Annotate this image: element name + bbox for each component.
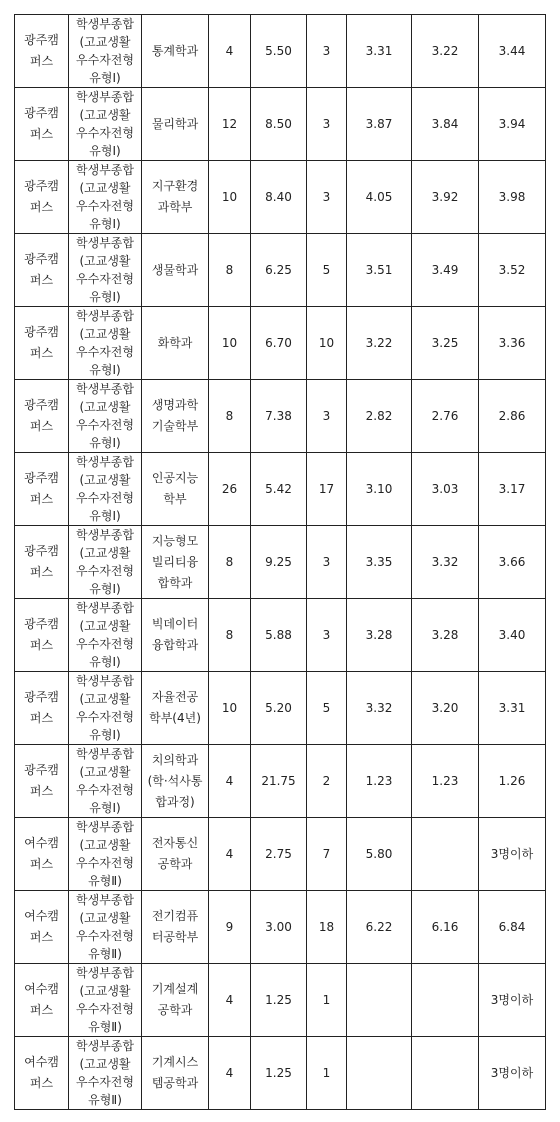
admission-type-cell: [69, 88, 142, 161]
admission-type-cell: [69, 234, 142, 307]
admission-type-cell-line: 학생부종합: [76, 163, 134, 177]
max-grade-cell: 3명이하: [479, 964, 546, 1037]
admission-type-cell-line: 학생부종합: [76, 236, 134, 250]
admission-type-cell-line: 우수자전형: [76, 783, 134, 797]
admission-type-cell-line: 유형Ⅰ): [89, 217, 121, 231]
table-row: [15, 526, 546, 599]
extra-admission-cell: 3: [307, 88, 347, 161]
max-grade-cell: 3.36: [479, 307, 546, 380]
admission-type-cell-line: 우수자전형: [76, 418, 134, 432]
table-row: [15, 307, 546, 380]
admission-type-cell: [69, 1037, 142, 1110]
admission-type-cell-line: 우수자전형: [76, 564, 134, 578]
campus-cell-line: 퍼스: [29, 127, 54, 141]
quota-cell: 9: [209, 891, 251, 964]
competition-rate-cell: 21.75: [251, 745, 307, 818]
campus-cell: [15, 161, 69, 234]
cut-grade-cell: 3.20: [412, 672, 479, 745]
average-grade-cell: 3.32: [347, 672, 412, 745]
max-grade-cell: 6.84: [479, 891, 546, 964]
cut-grade-cell: [412, 964, 479, 1037]
cut-grade-cell: 3.28: [412, 599, 479, 672]
extra-admission-cell: 2: [307, 745, 347, 818]
admission-type-cell-line: 우수자전형: [76, 491, 134, 505]
admission-type-cell-line: (고교생활: [79, 327, 131, 341]
department-cell-line: 융합학과: [151, 638, 199, 652]
admission-type-cell-line: 유형Ⅱ): [88, 874, 122, 888]
department-cell: [142, 745, 209, 818]
admission-type-cell-line: (고교생활: [79, 181, 131, 195]
admission-type-cell-line: 학생부종합: [76, 90, 134, 104]
admission-results-table: [14, 14, 546, 1110]
department-cell-line: 전기컴퓨: [151, 909, 199, 923]
department-cell: [142, 88, 209, 161]
department-cell: [142, 307, 209, 380]
table-row: [15, 599, 546, 672]
cut-grade-cell: [412, 1037, 479, 1110]
department-cell-line: 학부: [163, 492, 187, 506]
campus-cell-line: 퍼스: [29, 711, 54, 725]
admission-type-cell-line: 우수자전형: [76, 929, 134, 943]
extra-admission-cell: 5: [307, 672, 347, 745]
department-cell-line: 터공학부: [151, 930, 199, 944]
campus-cell-line: 광주캠: [24, 106, 59, 120]
admission-type-cell-line: 학생부종합: [76, 1039, 134, 1053]
admission-type-cell: [69, 818, 142, 891]
department-cell-line: 합학과: [157, 575, 193, 590]
quota-cell: 26: [209, 453, 251, 526]
campus-cell: [15, 453, 69, 526]
campus-cell-line: 퍼스: [29, 492, 54, 506]
department-cell: [142, 380, 209, 453]
admission-type-cell-line: 학생부종합: [76, 455, 134, 469]
campus-cell: [15, 15, 69, 88]
campus-cell: [15, 234, 69, 307]
admission-type-cell-line: (고교생활: [79, 619, 131, 633]
campus-cell-line: 퍼스: [29, 346, 54, 360]
campus-cell-line: 퍼스: [29, 857, 54, 871]
campus-cell-line: 퍼스: [29, 784, 54, 798]
extra-admission-cell: 3: [307, 15, 347, 88]
admission-type-cell-line: 우수자전형: [76, 272, 134, 286]
admission-type-cell-line: 우수자전형: [76, 637, 134, 651]
cut-grade-cell: 6.16: [412, 891, 479, 964]
table-row: [15, 672, 546, 745]
quota-cell: 4: [209, 745, 251, 818]
admission-type-cell-line: 유형Ⅰ): [89, 509, 121, 523]
campus-cell-line: 퍼스: [29, 565, 54, 579]
department-cell-line: 빌리티융: [151, 554, 199, 569]
admission-type-cell-line: (고교생활: [79, 692, 131, 706]
extra-admission-cell: 5: [307, 234, 347, 307]
admission-type-cell-line: 학생부종합: [76, 382, 134, 396]
extra-admission-cell: 3: [307, 380, 347, 453]
average-grade-cell: 3.28: [347, 599, 412, 672]
department-cell: [142, 1037, 209, 1110]
cut-grade-cell: 3.03: [412, 453, 479, 526]
admission-type-cell-line: 우수자전형: [76, 710, 134, 724]
admission-type-cell-line: 유형Ⅰ): [89, 71, 121, 85]
competition-rate-cell: 8.40: [251, 161, 307, 234]
admission-type-cell: [69, 964, 142, 1037]
admission-type-cell-line: 우수자전형: [76, 1002, 134, 1016]
campus-cell: [15, 1037, 69, 1110]
admission-type-cell-line: 우수자전형: [76, 53, 134, 67]
admission-type-cell-line: 유형Ⅰ): [89, 144, 121, 158]
average-grade-cell: 5.80: [347, 818, 412, 891]
table-row: [15, 161, 546, 234]
campus-cell-line: 광주캠: [24, 471, 59, 485]
admission-type-cell-line: (고교생활: [79, 911, 131, 925]
table-row: [15, 453, 546, 526]
admission-type-cell-line: 학생부종합: [76, 966, 134, 980]
competition-rate-cell: 8.50: [251, 88, 307, 161]
competition-rate-cell: 1.25: [251, 1037, 307, 1110]
department-cell-line: 합과정): [155, 794, 195, 809]
competition-rate-cell: 9.25: [251, 526, 307, 599]
department-cell-line: 기계설계: [151, 982, 199, 996]
department-cell: [142, 234, 209, 307]
quota-cell: 10: [209, 672, 251, 745]
max-grade-cell: 3.94: [479, 88, 546, 161]
admission-type-cell-line: 유형Ⅱ): [88, 1020, 122, 1034]
admission-type-cell-line: 학생부종합: [76, 820, 134, 834]
cut-grade-cell: 3.84: [412, 88, 479, 161]
department-cell: [142, 964, 209, 1037]
department-cell-line: 지능형모: [151, 533, 199, 548]
admission-type-cell-line: 유형Ⅰ): [89, 655, 121, 669]
campus-cell-line: 퍼스: [29, 200, 54, 214]
admission-type-cell: [69, 161, 142, 234]
competition-rate-cell: 3.00: [251, 891, 307, 964]
admission-type-cell-line: (고교생활: [79, 400, 131, 414]
campus-cell: [15, 526, 69, 599]
quota-cell: 8: [209, 380, 251, 453]
department-cell-line: (학·석사통: [147, 773, 203, 788]
campus-cell-line: 퍼스: [29, 638, 54, 652]
cut-grade-cell: 3.22: [412, 15, 479, 88]
campus-cell-line: 광주캠: [24, 617, 59, 631]
campus-cell-line: 퍼스: [29, 273, 54, 287]
department-cell-line: 템공학과: [151, 1076, 199, 1090]
department-cell-line: 기술학부: [151, 419, 199, 433]
admission-type-cell-line: (고교생활: [79, 254, 131, 268]
admission-type-cell: [69, 891, 142, 964]
admission-type-cell-line: 우수자전형: [76, 199, 134, 213]
campus-cell: [15, 88, 69, 161]
cut-grade-cell: 3.49: [412, 234, 479, 307]
department-cell-line: 통계학과: [151, 43, 199, 58]
campus-cell-line: 광주캠: [24, 33, 59, 47]
admission-type-cell: [69, 672, 142, 745]
department-cell-line: 전자통신: [151, 836, 199, 850]
admission-type-cell: [69, 380, 142, 453]
department-cell: [142, 453, 209, 526]
department-cell-line: 인공지능: [151, 471, 199, 485]
cut-grade-cell: 2.76: [412, 380, 479, 453]
max-grade-cell: 1.26: [479, 745, 546, 818]
max-grade-cell: 3.40: [479, 599, 546, 672]
average-grade-cell: 1.23: [347, 745, 412, 818]
extra-admission-cell: 3: [307, 161, 347, 234]
admission-type-cell-line: 학생부종합: [76, 309, 134, 323]
admission-type-cell-line: (고교생활: [79, 108, 131, 122]
admission-type-cell-line: 유형Ⅰ): [89, 728, 121, 742]
extra-admission-cell: 1: [307, 964, 347, 1037]
campus-cell-line: 광주캠: [24, 763, 59, 777]
competition-rate-cell: 5.20: [251, 672, 307, 745]
max-grade-cell: 3.44: [479, 15, 546, 88]
admission-type-cell: [69, 745, 142, 818]
campus-cell-line: 여수캠: [24, 836, 59, 850]
campus-cell: [15, 891, 69, 964]
cut-grade-cell: [412, 818, 479, 891]
competition-rate-cell: 1.25: [251, 964, 307, 1037]
department-cell-line: 학부(4년): [149, 711, 201, 725]
admission-type-cell-line: 학생부종합: [76, 17, 134, 31]
quota-cell: 8: [209, 526, 251, 599]
extra-admission-cell: 7: [307, 818, 347, 891]
competition-rate-cell: 5.88: [251, 599, 307, 672]
campus-cell: [15, 599, 69, 672]
admission-type-cell: [69, 307, 142, 380]
department-cell: [142, 818, 209, 891]
max-grade-cell: 3.52: [479, 234, 546, 307]
table-row: [15, 1037, 546, 1110]
campus-cell-line: 퍼스: [29, 930, 54, 944]
extra-admission-cell: 3: [307, 599, 347, 672]
extra-admission-cell: 3: [307, 526, 347, 599]
department-cell: [142, 599, 209, 672]
department-cell-line: 자율전공: [151, 690, 199, 704]
admission-type-cell-line: 학생부종합: [76, 893, 134, 907]
average-grade-cell: 4.05: [347, 161, 412, 234]
admission-type-cell-line: (고교생활: [79, 546, 131, 560]
table-row: [15, 891, 546, 964]
admission-type-cell-line: 유형Ⅰ): [89, 290, 121, 304]
admission-type-cell-line: 유형Ⅰ): [89, 801, 121, 815]
admission-type-cell-line: 학생부종합: [76, 601, 134, 615]
admission-type-cell: [69, 453, 142, 526]
campus-cell-line: 퍼스: [29, 419, 54, 433]
quota-cell: 4: [209, 1037, 251, 1110]
quota-cell: 8: [209, 234, 251, 307]
average-grade-cell: 3.87: [347, 88, 412, 161]
table-row: [15, 818, 546, 891]
department-cell-line: 치의학과: [151, 752, 199, 767]
admission-type-cell-line: 유형Ⅰ): [89, 363, 121, 377]
table-row: [15, 380, 546, 453]
admission-type-cell-line: 우수자전형: [76, 1075, 134, 1089]
cut-grade-cell: 3.92: [412, 161, 479, 234]
admission-type-cell-line: 학생부종합: [76, 528, 134, 542]
table-row: [15, 15, 546, 88]
department-cell-line: 공학과: [157, 1003, 193, 1017]
quota-cell: 4: [209, 15, 251, 88]
department-cell-line: 지구환경: [151, 179, 199, 193]
admission-type-cell-line: (고교생활: [79, 1057, 131, 1071]
department-cell-line: 물리학과: [151, 116, 199, 131]
max-grade-cell: 3명이하: [479, 818, 546, 891]
campus-cell: [15, 745, 69, 818]
department-cell-line: 생명과학: [151, 398, 199, 412]
table-row: [15, 234, 546, 307]
admission-type-cell: [69, 599, 142, 672]
table-row: [15, 88, 546, 161]
competition-rate-cell: 6.25: [251, 234, 307, 307]
average-grade-cell: 3.10: [347, 453, 412, 526]
max-grade-cell: 3.31: [479, 672, 546, 745]
admission-type-cell-line: (고교생활: [79, 35, 131, 49]
department-cell-line: 공학과: [157, 857, 193, 871]
campus-cell-line: 광주캠: [24, 179, 59, 193]
average-grade-cell: 3.31: [347, 15, 412, 88]
competition-rate-cell: 5.42: [251, 453, 307, 526]
department-cell-line: 과학부: [157, 200, 193, 214]
campus-cell-line: 광주캠: [24, 252, 59, 266]
campus-cell-line: 여수캠: [24, 1055, 59, 1069]
table-body: [15, 15, 546, 1110]
department-cell: [142, 526, 209, 599]
average-grade-cell: 3.51: [347, 234, 412, 307]
department-cell: [142, 161, 209, 234]
campus-cell-line: 광주캠: [24, 690, 59, 704]
admission-type-cell-line: 우수자전형: [76, 126, 134, 140]
extra-admission-cell: 1: [307, 1037, 347, 1110]
competition-rate-cell: 5.50: [251, 15, 307, 88]
average-grade-cell: [347, 964, 412, 1037]
campus-cell: [15, 672, 69, 745]
admission-type-cell-line: 우수자전형: [76, 345, 134, 359]
campus-cell: [15, 307, 69, 380]
cut-grade-cell: 3.32: [412, 526, 479, 599]
department-cell-line: 화학과: [157, 335, 193, 350]
campus-cell-line: 광주캠: [24, 544, 59, 558]
max-grade-cell: 3.98: [479, 161, 546, 234]
admission-type-cell-line: 유형Ⅰ): [89, 582, 121, 596]
cut-grade-cell: 3.25: [412, 307, 479, 380]
admission-type-cell-line: 학생부종합: [76, 674, 134, 688]
table-row: [15, 964, 546, 1037]
campus-cell-line: 퍼스: [29, 54, 54, 68]
quota-cell: 4: [209, 964, 251, 1037]
department-cell-line: 기계시스: [151, 1055, 199, 1069]
department-cell: [142, 15, 209, 88]
extra-admission-cell: 10: [307, 307, 347, 380]
campus-cell: [15, 380, 69, 453]
admission-type-cell: [69, 15, 142, 88]
max-grade-cell: 3.17: [479, 453, 546, 526]
campus-cell: [15, 818, 69, 891]
quota-cell: 8: [209, 599, 251, 672]
average-grade-cell: 2.82: [347, 380, 412, 453]
department-cell: [142, 891, 209, 964]
competition-rate-cell: 6.70: [251, 307, 307, 380]
extra-admission-cell: 18: [307, 891, 347, 964]
campus-cell-line: 여수캠: [24, 909, 59, 923]
campus-cell-line: 퍼스: [29, 1076, 54, 1090]
max-grade-cell: 3명이하: [479, 1037, 546, 1110]
admission-type-cell-line: (고교생활: [79, 473, 131, 487]
admission-type-cell-line: (고교생활: [79, 984, 131, 998]
extra-admission-cell: 17: [307, 453, 347, 526]
admission-type-cell-line: (고교생활: [79, 838, 131, 852]
campus-cell-line: 여수캠: [24, 982, 59, 996]
cut-grade-cell: 1.23: [412, 745, 479, 818]
max-grade-cell: 3.66: [479, 526, 546, 599]
quota-cell: 10: [209, 307, 251, 380]
quota-cell: 10: [209, 161, 251, 234]
admission-type-cell-line: 학생부종합: [76, 747, 134, 761]
average-grade-cell: 6.22: [347, 891, 412, 964]
admission-type-cell-line: 유형Ⅱ): [88, 1093, 122, 1107]
campus-cell-line: 퍼스: [29, 1003, 54, 1017]
admission-type-cell: [69, 526, 142, 599]
department-cell-line: 빅데이터: [151, 617, 199, 631]
competition-rate-cell: 2.75: [251, 818, 307, 891]
table-row: [15, 745, 546, 818]
admission-type-cell-line: (고교생활: [79, 765, 131, 779]
campus-cell: [15, 964, 69, 1037]
campus-cell-line: 광주캠: [24, 325, 59, 339]
department-cell: [142, 672, 209, 745]
average-grade-cell: 3.35: [347, 526, 412, 599]
quota-cell: 4: [209, 818, 251, 891]
competition-rate-cell: 7.38: [251, 380, 307, 453]
admission-type-cell-line: 유형Ⅱ): [88, 947, 122, 961]
department-cell-line: 생물학과: [151, 262, 199, 277]
max-grade-cell: 2.86: [479, 380, 546, 453]
admission-type-cell-line: 우수자전형: [76, 856, 134, 870]
average-grade-cell: 3.22: [347, 307, 412, 380]
admission-type-cell-line: 유형Ⅰ): [89, 436, 121, 450]
campus-cell-line: 광주캠: [24, 398, 59, 412]
quota-cell: 12: [209, 88, 251, 161]
average-grade-cell: [347, 1037, 412, 1110]
